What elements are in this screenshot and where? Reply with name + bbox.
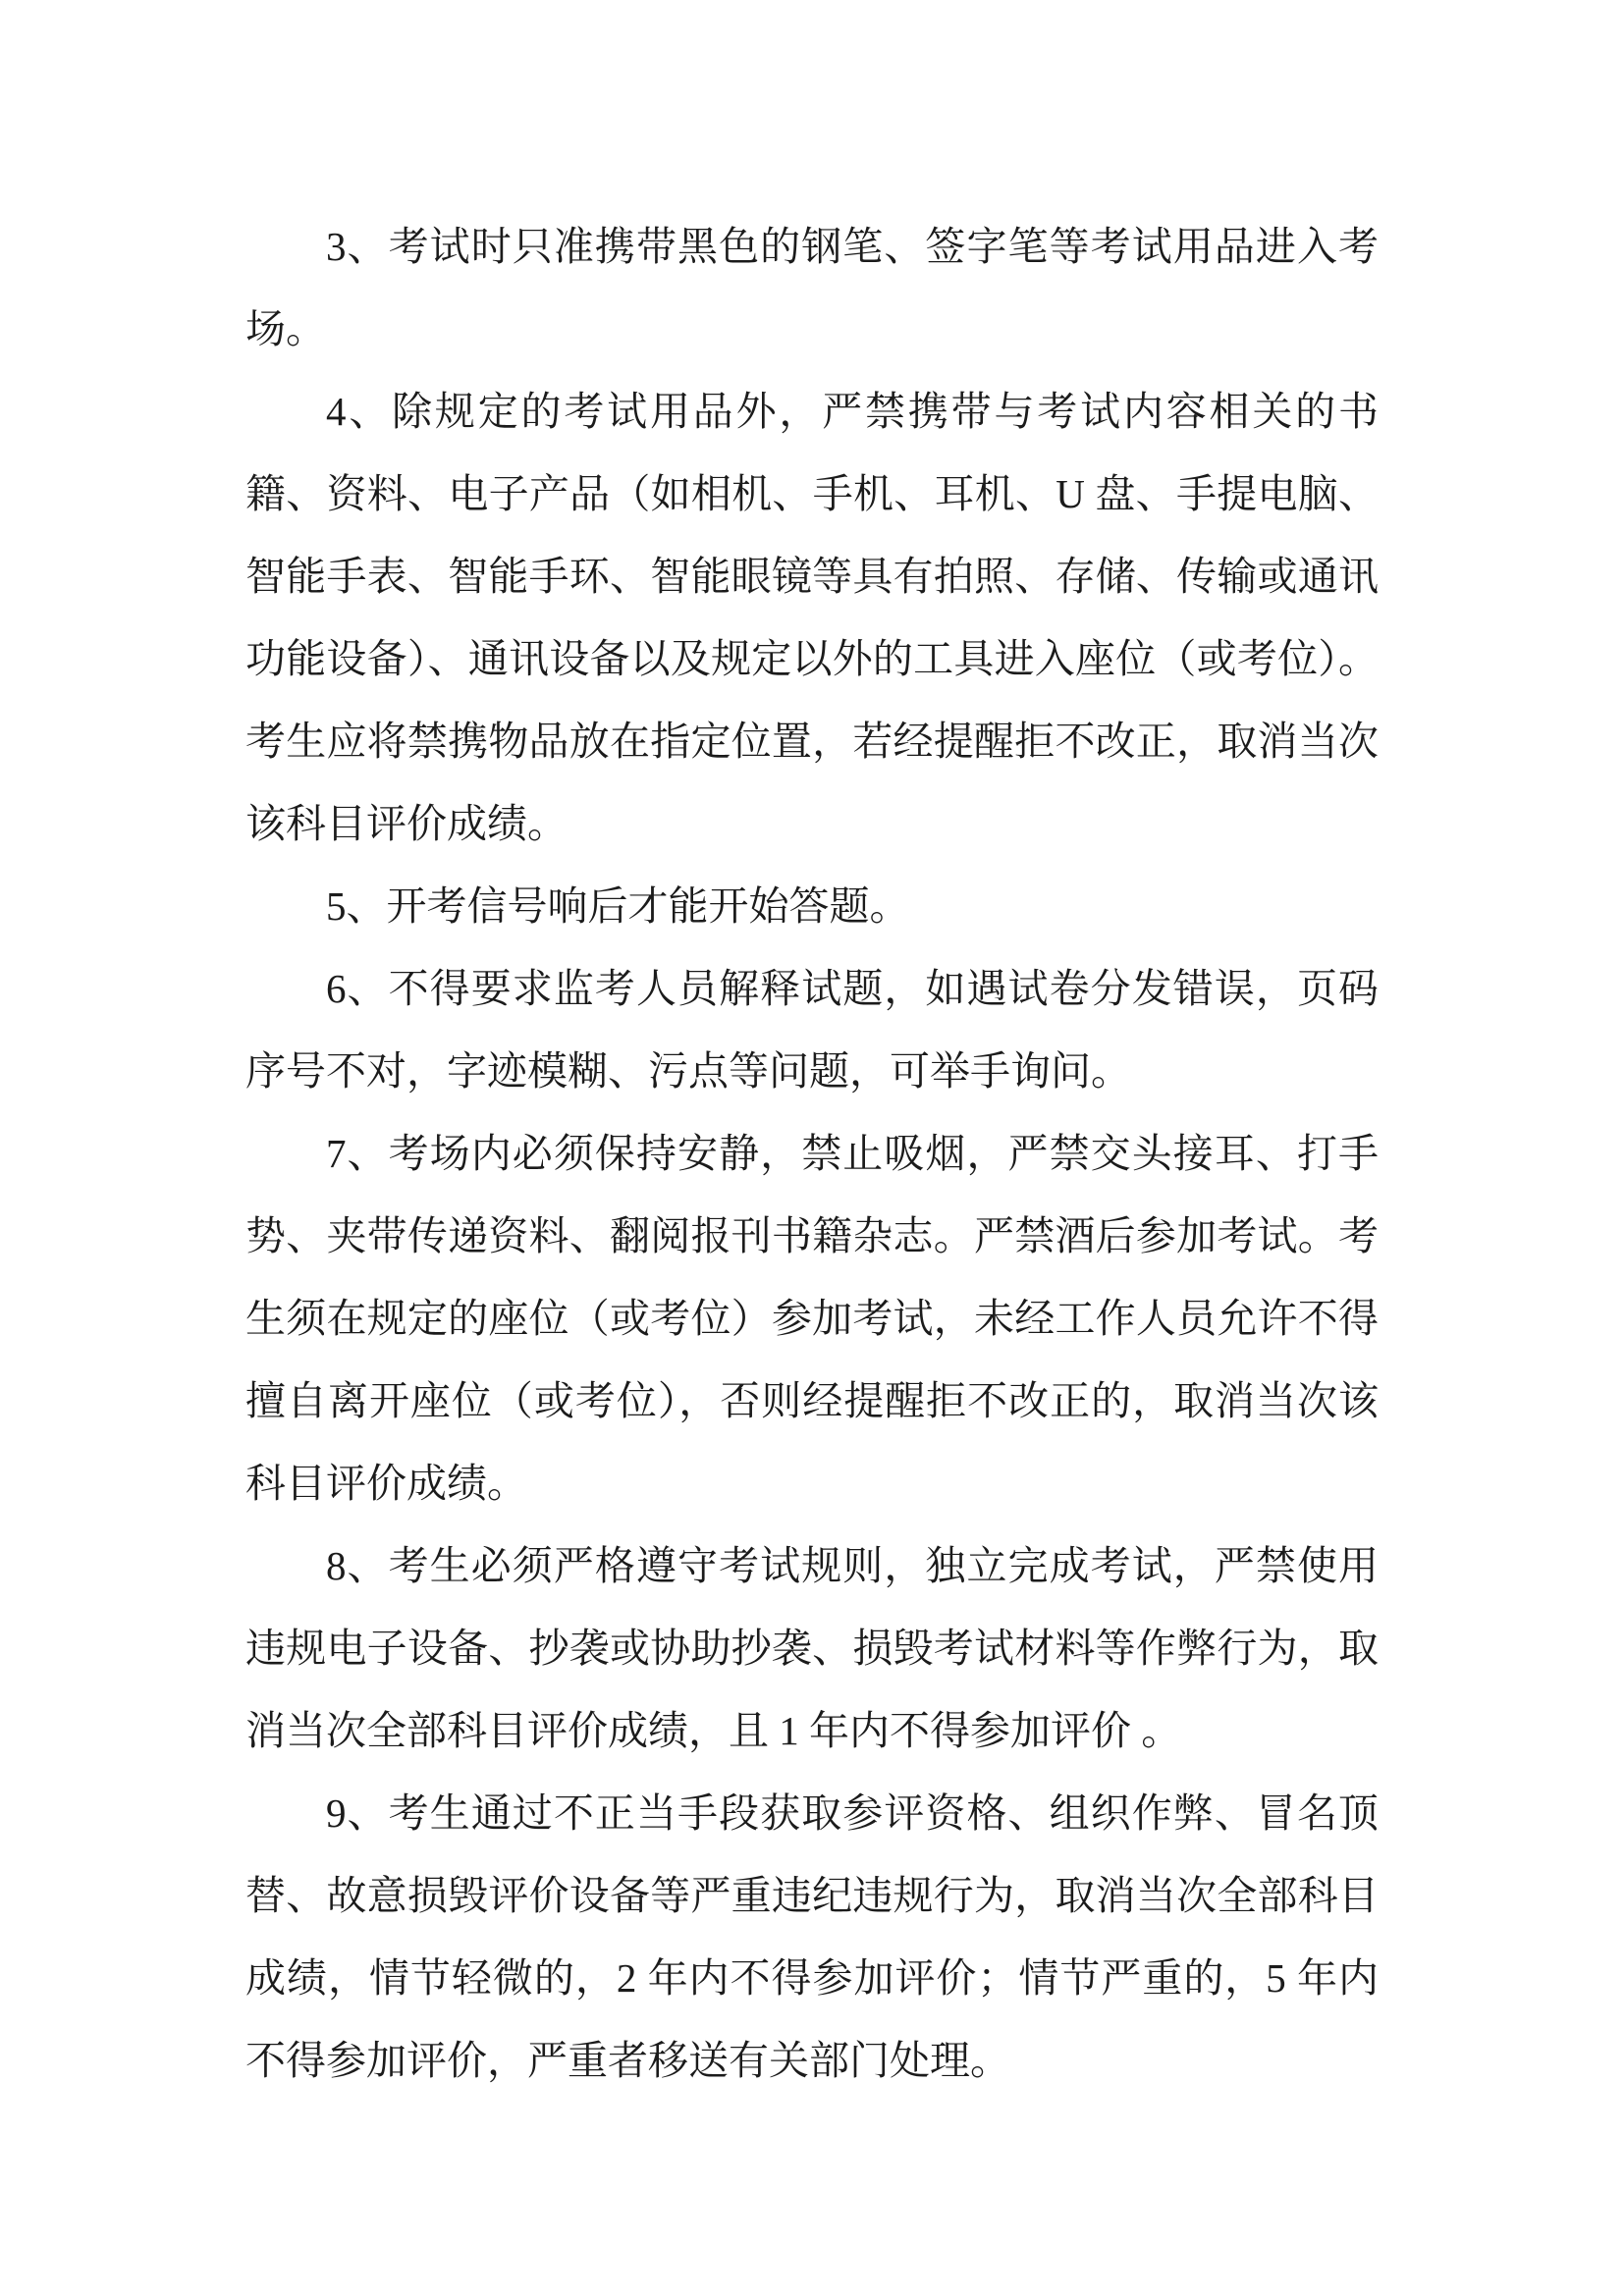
rule-paragraph-6: 6、不得要求监考人员解释试题，如遇试卷分发错误，页码序号不对，字迹模糊、污点等问题，可举手询问。	[245, 966, 1379, 1094]
document-text-block	[245, 205, 1379, 2102]
rule-paragraph-9: 9、考生通过不正当手段获取参评资格、组织作弊、冒名顶替、故意损毁评价设备等严重违纪违规行为，取消当次全部科目成绩，情节轻微的，2 年内不得参加评价；情节严重的，5 年内不得参加评价，严重者移送有关部门处理。	[245, 1790, 1379, 2083]
rule-paragraph-7: 7、考场内必须保持安静，禁止吸烟，严禁交头接耳、打手势、夹带传递资料、翻阅报刊书籍杂志。严禁酒后参加考试。考生须在规定的座位（或考位）参加考试，未经工作人员允许不得擅自离开座位（或考位），否则经提醒拒不改正的，取消当次该科目评价成绩。	[245, 1131, 1379, 1506]
rule-paragraph-8: 8、考生必须严格遵守考试规则，独立完成考试，严禁使用违规电子设备、抄袭或协助抄袭、损毁考试材料等作弊行为，取消当次全部科目评价成绩，且 1 年内不得参加评价 。	[245, 1543, 1379, 1753]
rule-paragraph-5: 5、开考信号响后才能开始答题。	[326, 883, 910, 929]
rule-paragraph-4: 4、除规定的考试用品外，严禁携带与考试内容相关的书籍、资料、电子产品（如相机、手机、耳机、U 盘、手提电脑、智能手表、智能手环、智能眼镜等具有拍照、存储、传输或通讯功能设备）、通讯设备以及规定以外的工具进入座位（或考位）。考生应将禁携物品放在指定位置，若经提醒拒不改正，取消当次该科目评价成绩。	[245, 389, 1379, 846]
rule-paragraph-3: 3、考试时只准携带黑色的钢笔、签字笔等考试用品进入考场。	[245, 224, 1379, 351]
